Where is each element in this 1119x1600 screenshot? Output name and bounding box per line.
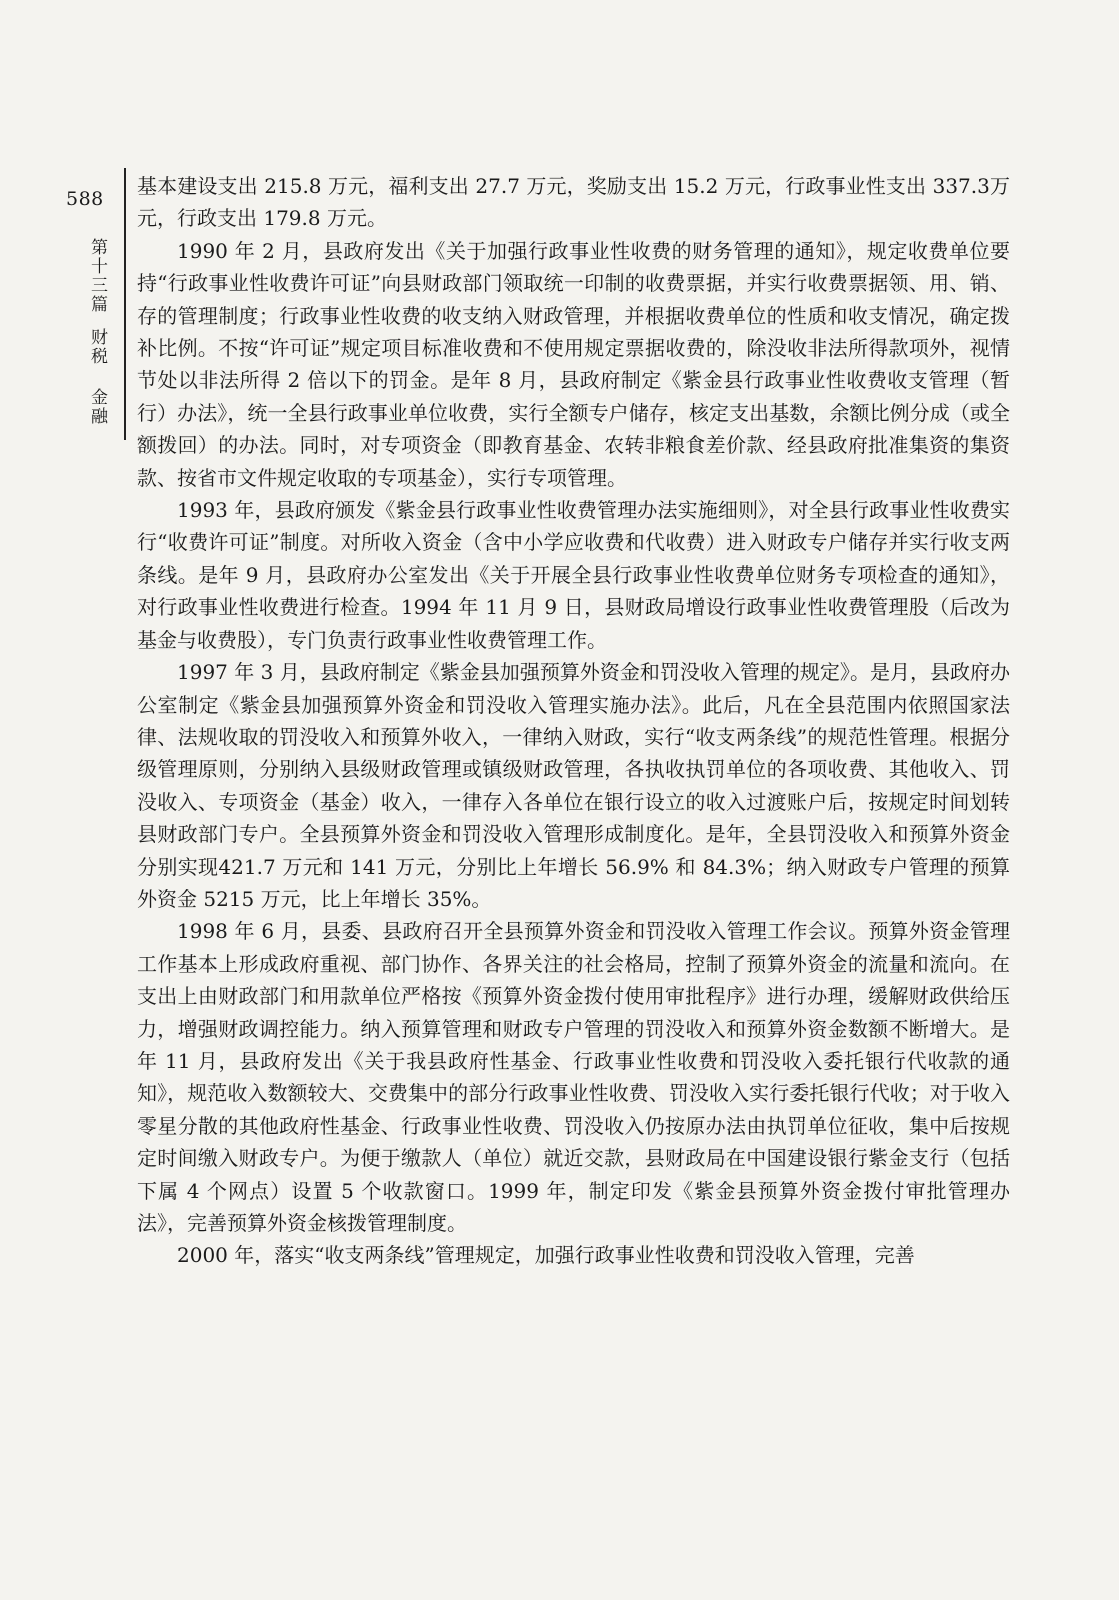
page-number: 588 [66,188,104,210]
chapter-part: 第十三篇 [87,238,107,314]
paragraph-4: 1997 年 3 月，县政府制定《紫金县加强预算外资金和罚没收入管理的规定》。是月，县政府办公室制定《紫金县加强预算外资金和罚没收入管理实施办法》。此后，凡在全县范围内依照国家法律、法规收取的罚没收入和预算外收入，一律纳入财政，实行“收支两条线”的规范性管理。根据分级管理原则，分别纳入县级财政管理或镇级财政管理，各执收执罚单位的各项收费、其他收入、罚没收入、专项资金（基金）收入，一律存入各单位在银行设立的收入过渡账户后，按规定时间划转县财政部门专户。全县预算外资金和罚没收入管理形成制度化。是年，全县罚没收入和预算外资金分别实现421.7 万元和 141 万元，分别比上年增长 56.9% 和 84.3%；纳入财政专户管理的预算外资金 5215 万元，比上年增长 35%。 [137,660,1010,911]
chapter-title: 财税 金融 [87,328,107,426]
chapter-label [86,238,108,426]
paragraph-5: 1998 年 6 月，县委、县政府召开全县预算外资金和罚没收入管理工作会议。预算外资金管理工作基本上形成政府重视、部门协作、各界关注的社会格局，控制了预算外资金的流量和流向。在支出上由财政部门和用款单位严格按《预算外资金拨付使用审批程序》进行办理，缓解财政供给压力，增强财政调控能力。纳入预算管理和财政专户管理的罚没收入和预算外资金数额不断增大。是年 11 月，县政府发出《关于我县政府性基金、行政事业性收费和罚没收入委托银行代收款的通知》，规范收入数额较大、交费集中的部分行政事业性收费、罚没收入实行委托银行代收；对于收入零星分散的其他政府性基金、行政事业性收费、罚没收入仍按原办法由执罚单位征收，集中后按规定时间缴入财政专户。为便于缴款人（单位）就近交款，县财政局在中国建设银行紫金支行（包括下属 4 个网点）设置 5 个收款窗口。1999 年，制定印发《紫金县预算外资金拨付审批管理办法》，完善预算外资金核拨管理制度。 [137,919,1010,1235]
paragraph-2: 1990 年 2 月，县政府发出《关于加强行政事业性收费的财务管理的通知》，规定收费单位要持“行政事业性收费许可证”向县财政部门领取统一印制的收费票据，并实行收费票据领、用、销、存的管理制度；行政事业性收费的收支纳入财政管理，并根据收费单位的性质和收支情况，确定拨补比例。不按“许可证”规定项目标准收费和不使用规定票据收费的，除没收非法所得款项外，视情节处以非法所得 2 倍以下的罚金。是年 8 月，县政府制定《紫金县行政事业性收费收支管理（暂行）办法》，统一全县行政事业单位收费，实行全额专户储存，核定支出基数，余额比例分成（或全额拨回）的办法。同时，对专项资金（即教育基金、农转非粮食差价款、经县政府批准集资的集资款、按省市文件规定收取的专项基金），实行专项管理。 [137,238,1010,490]
paragraph-3: 1993 年，县政府颁发《紫金县行政事业性收费管理办法实施细则》，对全县行政事业性收费实行“收费许可证”制度。对所收入资金（含中小学应收费和代收费）进入财政专户储存并实行收支两条线。是年 9 月，县政府办公室发出《关于开展全县行政事业性收费单位财务专项检查的通知》，对行政事业性收费进行检查。1994 年 11 月 9 日，县财政局增设行政事业性收费管理股（后改为基金与收费股），专门负责行政事业性收费管理工作。 [137,498,1010,652]
margin-rule [124,168,126,440]
paragraph-6: 2000 年，落实“收支两条线”管理规定，加强行政事业性收费和罚没收入管理，完善 [177,1243,915,1268]
paragraph-1: 基本建设支出 215.8 万元，福利支出 27.7 万元，奖励支出 15.2 万元，行政事业性支出 337.3万元，行政支出 179.8 万元。 [137,174,1010,231]
body-text [137,170,1010,1272]
